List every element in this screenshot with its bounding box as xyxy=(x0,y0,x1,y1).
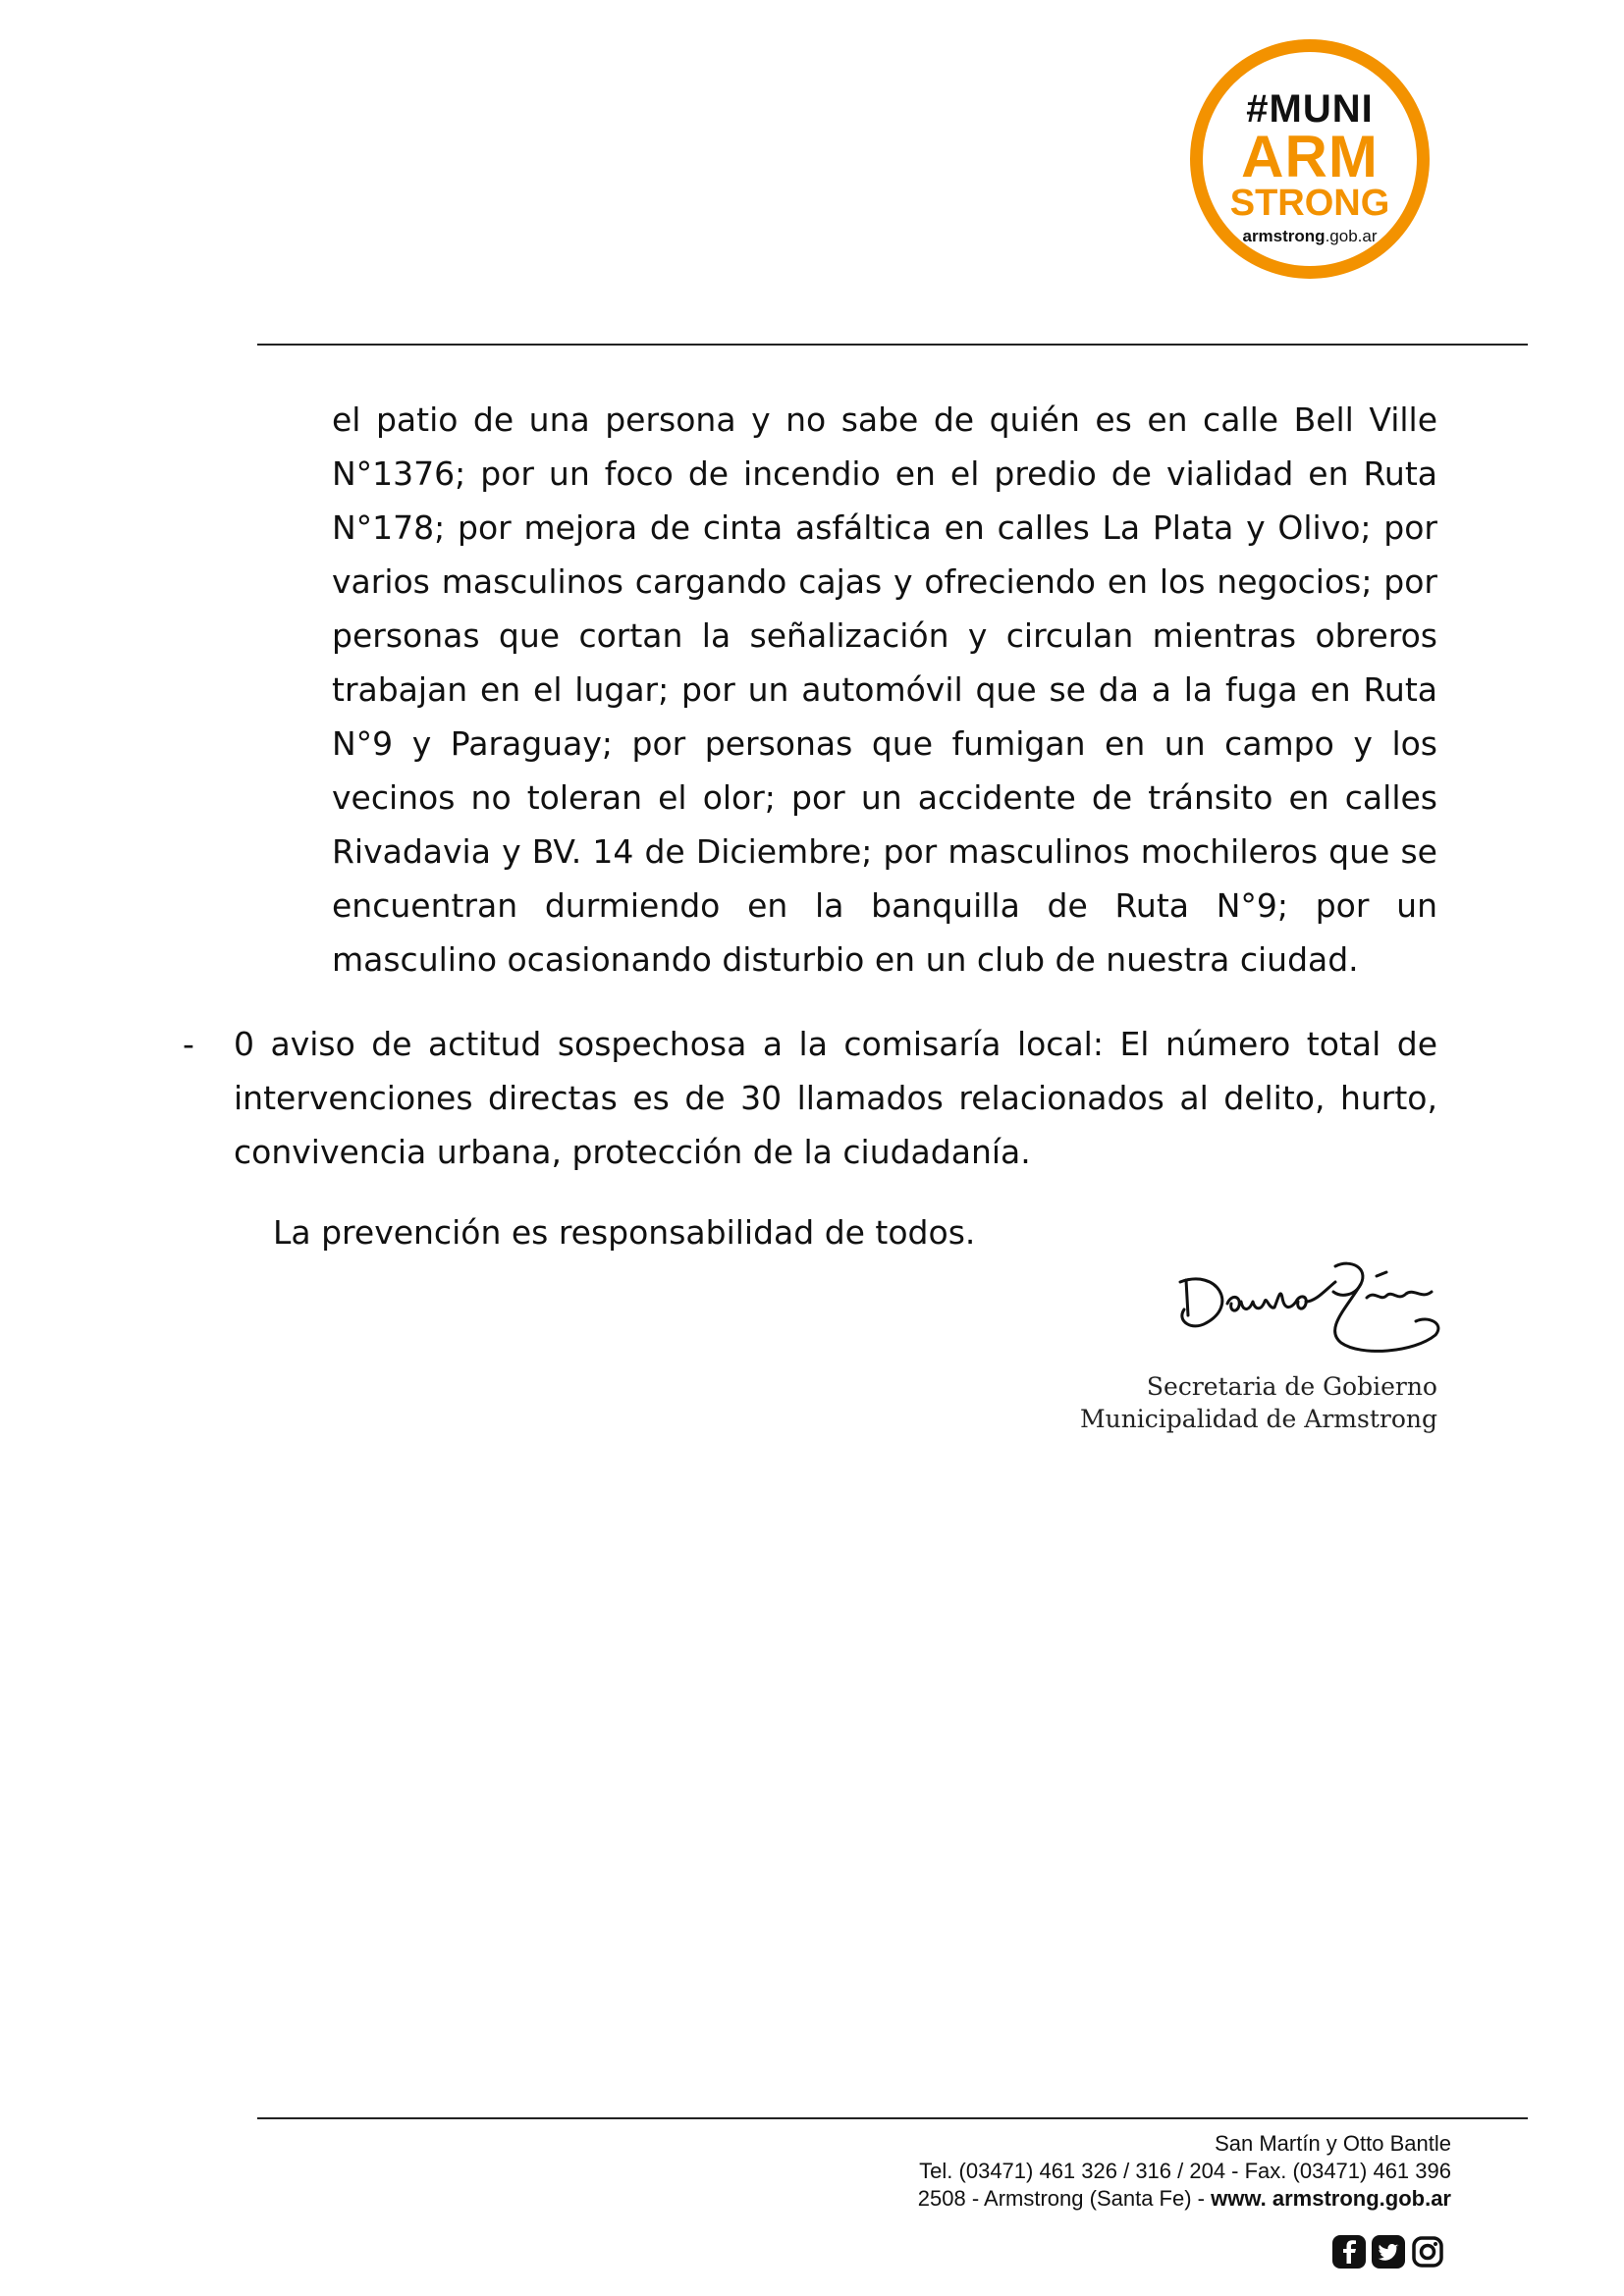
header-divider xyxy=(257,344,1528,346)
bullet-marker: - xyxy=(183,1025,194,1063)
logo-domain xyxy=(1203,227,1417,246)
footer-divider xyxy=(257,2117,1528,2119)
logo-line-muni: #MUNI xyxy=(1246,87,1374,131)
signature-block xyxy=(1080,1370,1437,1435)
instagram-icon[interactable] xyxy=(1410,2234,1445,2269)
social-icons xyxy=(1331,2234,1445,2269)
footer-city-line xyxy=(918,2185,1451,2213)
footer-phone: Tel. (03471) 461 326 / 316 / 204 - Fax. (03471) 461 396 xyxy=(919,2159,1451,2183)
signature-organization: Municipalidad de Armstrong xyxy=(1080,1405,1437,1433)
footer-contact xyxy=(918,2130,1451,2213)
twitter-icon[interactable] xyxy=(1371,2234,1406,2269)
handwritten-signature xyxy=(1159,1258,1453,1366)
footer-city: 2508 - Armstrong (Santa Fe) - xyxy=(917,2186,1212,2211)
logo-line-strong: STRONG xyxy=(1229,183,1390,224)
footer-website[interactable]: www. armstrong.gob.ar xyxy=(1211,2186,1451,2211)
footer-address: San Martín y Otto Bantle xyxy=(1215,2131,1451,2156)
signature-title: Secretaria de Gobierno xyxy=(1146,1372,1437,1401)
body-paragraph: el patio de una persona y no sabe de quién es en calle Bell Ville N°1376; por un foco de incendio en el predio de vialidad en Ruta N°178; por mejora de cinta asfáltica en calles La Plata y Olivo; por varios masculinos cargando cajas y ofreciendo en los negocios; por personas que cortan la señalización y circulan mientras obreros trabajan en el lugar; por un automóvil que se da a la fuga en Ruta N°9 y Paraguay; por personas que fumigan en un campo y los vecinos no toleran el olor; por un accidente de tránsito en calles Rivadavia y BV. 14 de Diciembre; por masculinos mochileros que se encuentran durmiendo en la banquilla de Ruta N°9; por un masculino ocasionando disturbio en un club de nuestra ciudad. xyxy=(332,400,1437,979)
logo-domain-light: .gob.ar xyxy=(1325,227,1378,245)
bullet-item: 0 aviso de actitud sospechosa a la comisaría local: El número total de intervenciones directas es de 30 llamados relacionados al delito, hurto, convivencia urbana, protección de la ciudadanía. xyxy=(234,1025,1437,1171)
closing-line: La prevención es responsabilidad de todos. xyxy=(273,1213,976,1252)
municipality-logo xyxy=(1190,39,1430,279)
logo-line-arm: ARM xyxy=(1241,124,1379,189)
facebook-icon[interactable] xyxy=(1331,2234,1367,2269)
logo-domain-bold: armstrong xyxy=(1242,227,1326,245)
